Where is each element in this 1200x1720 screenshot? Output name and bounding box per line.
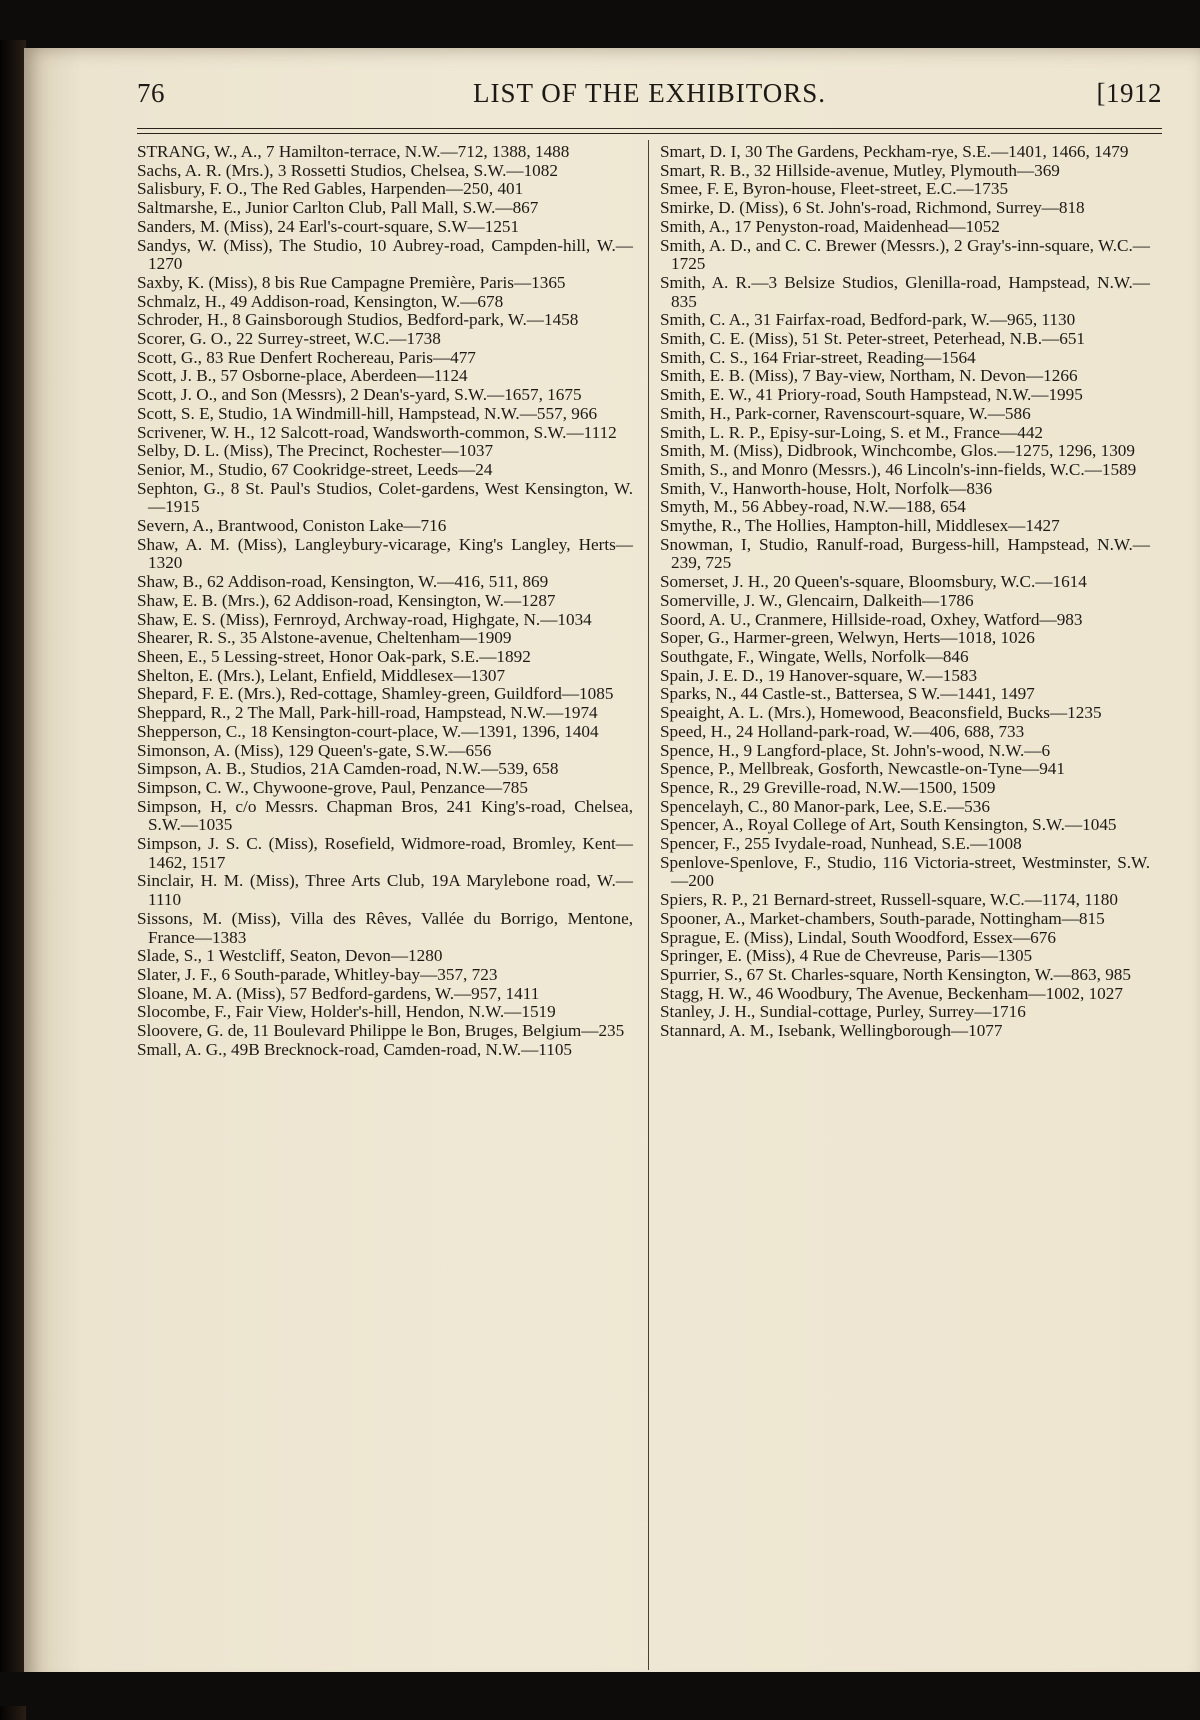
exhibitor-entry: Springer, E. (Miss), 4 Rue de Chevreuse, Paris—1305: [660, 946, 1033, 966]
exhibitor-entry: Spenlove-Spenlove, F., Studio, 116 Victoria-street, Westminster, S.W.—200: [660, 852, 1150, 891]
exhibitor-entry: Shaw, E. B. (Mrs.), 62 Addison-road, Kensington, W.—1287: [137, 590, 556, 610]
exhibitor-entry: Smith, V., Hanworth-house, Holt, Norfolk—836: [660, 478, 993, 498]
exhibitor-entry: Spiers, R. P., 21 Bernard-street, Russell-square, W.C.—1174, 1180: [660, 890, 1118, 910]
exhibitor-entry: Selby, D. L. (Miss), The Precinct, Rochester—1037: [137, 441, 494, 461]
exhibitor-entry: Snowman, I, Studio, Ranulf-road, Burgess-hill, Hampstead, N.W.—239, 725: [660, 534, 1150, 573]
exhibitor-entry: Smart, D. I, 30 The Gardens, Peckham-rye, S.E.—1401, 1466, 1479: [660, 142, 1129, 161]
exhibitor-entry: Sheppard, R., 2 The Mall, Park-hill-road, Hampstead, N.W.—1974: [137, 703, 598, 723]
page-title: LIST OF THE EXHIBITORS.: [472, 78, 827, 108]
exhibitor-entry: Sachs, A. R. (Mrs.), 3 Rossetti Studios, Chelsea, S.W.—1082: [137, 160, 558, 180]
book-binding-shadow: [0, 40, 26, 1720]
exhibitor-entry: Scrivener, W. H., 12 Salcott-road, Wandsworth-common, S.W.—1112: [137, 422, 617, 442]
exhibitor-entry: Shaw, B., 62 Addison-road, Kensington, W.—416, 511, 869: [137, 572, 549, 592]
exhibitor-entry: Smart, R. B., 32 Hillside-avenue, Mutley, Plymouth—369: [660, 160, 1060, 180]
exhibitor-entry: Shaw, A. M. (Miss), Langleybury-vicarage, King's Langley, Herts—1320: [137, 534, 633, 573]
exhibitor-entry: Scott, J. B., 57 Osborne-place, Aberdeen—1124: [137, 366, 468, 386]
exhibitor-entry: Scorer, G. O., 22 Surrey-street, W.C.—1738: [137, 329, 441, 349]
exhibitor-entry: Spain, J. E. D., 19 Hanover-square, W.—1583: [660, 665, 978, 685]
exhibitor-entry: Scott, S. E, Studio, 1A Windmill-hill, Hampstead, N.W.—557, 966: [137, 403, 598, 423]
exhibitor-entry: Sprague, E. (Miss), Lindal, South Woodford, Essex—676: [660, 927, 1056, 947]
exhibitor-entry: Soper, G., Harmer-green, Welwyn, Herts—1018, 1026: [660, 628, 1035, 648]
exhibitor-entry: Smith, E. B. (Miss), 7 Bay-view, Northam, N. Devon—1266: [660, 366, 1078, 386]
exhibitor-entry: Saxby, K. (Miss), 8 bis Rue Campagne Première, Paris—1365: [137, 272, 566, 292]
exhibitor-entry: Soord, A. U., Cranmere, Hillside-road, Oxhey, Watford—983: [660, 609, 1083, 629]
exhibitor-entry: Shepard, F. E. (Mrs.), Red-cottage, Shamley-green, Guildford—1085: [137, 684, 614, 704]
left-column: [137, 143, 633, 1059]
exhibitor-entry: Spencer, F., 255 Ivydale-road, Nunhead, S.E.—1008: [660, 834, 1022, 854]
exhibitor-entry: Simpson, H, c/o Messrs. Chapman Bros, 241 King's-road, Chelsea, S.W.—1035: [137, 796, 633, 835]
exhibitor-entry: Spooner, A., Market-chambers, South-parade, Nottingham—815: [660, 908, 1105, 928]
exhibitor-entry: Sinclair, H. M. (Miss), Three Arts Club, 19A Marylebone road, W.—1110: [137, 871, 633, 910]
exhibitor-entry: Smirke, D. (Miss), 6 St. John's-road, Richmond, Surrey—818: [660, 198, 1085, 218]
exhibitor-entry: Simonson, A. (Miss), 129 Queen's-gate, S.W.—656: [137, 740, 492, 760]
exhibitor-entry: Sloane, M. A. (Miss), 57 Bedford-gardens, W.—957, 1411: [137, 983, 540, 1003]
exhibitor-entry: Smith, H., Park-corner, Ravenscourt-square, W.—586: [660, 403, 1031, 423]
page-number: 76: [137, 78, 165, 108]
exhibitor-entry: Sparks, N., 44 Castle-st., Battersea, S W.—1441, 1497: [660, 684, 1035, 704]
header-double-rule: [137, 128, 1162, 134]
exhibitor-entry: Shaw, E. S. (Miss), Fernroyd, Archway-road, Highgate, N.—1034: [137, 609, 592, 629]
exhibitor-entry: Spencelayh, C., 80 Manor-park, Lee, S.E.—536: [660, 796, 990, 816]
exhibitor-entry: Simpson, C. W., Chywoone-grove, Paul, Penzance—785: [137, 777, 528, 797]
exhibitor-entry: Smith, A. R.—3 Belsize Studios, Glenilla-road, Hampstead, N.W.—835: [660, 272, 1150, 311]
exhibitor-entry: Smith, S., and Monro (Messrs.), 46 Lincoln's-inn-fields, W.C.—1589: [660, 459, 1137, 479]
exhibitor-entry: Sissons, M. (Miss), Villa des Rêves, Vallée du Borrigo, Mentone, France—1383: [137, 908, 633, 947]
exhibitor-entry: Scott, J. O., and Son (Messrs), 2 Dean's-yard, S.W.—1657, 1675: [137, 385, 582, 405]
exhibitor-entry: Shearer, R. S., 35 Alstone-avenue, Cheltenham—1909: [137, 628, 512, 648]
exhibitor-entry: Sloovere, G. de, 11 Boulevard Philippe le Bon, Bruges, Belgium—235: [137, 1021, 625, 1041]
exhibitor-entry: Senior, M., Studio, 67 Cookridge-street, Leeds—24: [137, 459, 493, 479]
exhibitor-entry: Sanders, M. (Miss), 24 Earl's-court-square, S.W—1251: [137, 216, 520, 236]
exhibitor-entry: Schmalz, H., 49 Addison-road, Kensington, W.—678: [137, 291, 504, 311]
exhibitor-entry: Slade, S., 1 Westcliff, Seaton, Devon—1280: [137, 946, 443, 966]
exhibitor-entry: Somerset, J. H., 20 Queen's-square, Bloomsbury, W.C.—1614: [660, 572, 1087, 592]
exhibitor-entry: Smith, C. S., 164 Friar-street, Reading—1564: [660, 347, 976, 367]
exhibitor-entry: Smee, F. E, Byron-house, Fleet-street, E.C.—1735: [660, 179, 1009, 199]
exhibitor-entry: Spurrier, S., 67 St. Charles-square, North Kensington, W.—863, 985: [660, 964, 1131, 984]
exhibitor-entry: Smyth, M., 56 Abbey-road, N.W.—188, 654: [660, 497, 966, 517]
exhibitor-entry: Smith, M. (Miss), Didbrook, Winchcombe, Glos.—1275, 1296, 1309: [660, 441, 1135, 461]
exhibitor-entry: Schroder, H., 8 Gainsborough Studios, Bedford-park, W.—1458: [137, 310, 579, 330]
exhibitor-entry: Spence, R., 29 Greville-road, N.W.—1500, 1509: [660, 777, 996, 797]
exhibitor-entry: Speaight, A. L. (Mrs.), Homewood, Beaconsfield, Bucks—1235: [660, 703, 1102, 723]
exhibitor-entry: Saltmarshe, E., Junior Carlton Club, Pall Mall, S.W.—867: [137, 198, 539, 218]
column-divider: [648, 140, 649, 1670]
exhibitor-entry: Spencer, A., Royal College of Art, South Kensington, S.W.—1045: [660, 815, 1117, 835]
exhibitor-entry: Small, A. G., 49B Brecknock-road, Camden-road, N.W.—1105: [137, 1039, 573, 1059]
exhibitor-entry: Stanley, J. H., Sundial-cottage, Purley, Surrey—1716: [660, 1002, 1026, 1022]
exhibitor-entry: Smith, E. W., 41 Priory-road, South Hampstead, N.W.—1995: [660, 385, 1083, 405]
exhibitor-entry: Somerville, J. W., Glencairn, Dalkeith—1786: [660, 590, 974, 610]
exhibitor-entry: Smith, C. E. (Miss), 51 St. Peter-street, Peterhead, N.B.—651: [660, 329, 1086, 349]
exhibitor-entry: Smith, A., 17 Penyston-road, Maidenhead—1052: [660, 216, 1000, 236]
page-header: [137, 78, 1162, 124]
exhibitor-entry: Stagg, H. W., 46 Woodbury, The Avenue, Beckenham—1002, 1027: [660, 983, 1123, 1003]
exhibitor-entry: Sandys, W. (Miss), The Studio, 10 Aubrey-road, Campden-hill, W.—1270: [137, 235, 633, 274]
exhibitor-entry: Smythe, R., The Hollies, Hampton-hill, Middlesex—1427: [660, 516, 1060, 536]
exhibitor-entry: Stannard, A. M., Isebank, Wellingborough—1077: [660, 1021, 1003, 1041]
exhibitor-entry: Sheen, E., 5 Lessing-street, Honor Oak-park, S.E.—1892: [137, 646, 531, 666]
exhibitor-entry: Southgate, F., Wingate, Wells, Norfolk—846: [660, 646, 969, 666]
exhibitor-entry: Sephton, G., 8 St. Paul's Studios, Colet-gardens, West Kensington, W.—1915: [137, 478, 633, 517]
exhibitor-entry: Severn, A., Brantwood, Coniston Lake—716: [137, 516, 447, 536]
exhibitor-entry: Simpson, A. B., Studios, 21A Camden-road, N.W.—539, 658: [137, 759, 559, 779]
exhibitor-entry: Slocombe, F., Fair View, Holder's-hill, Hendon, N.W.—1519: [137, 1002, 556, 1022]
exhibitor-entry: Scott, G., 83 Rue Denfert Rochereau, Paris—477: [137, 347, 476, 367]
exhibitor-entry: Smith, C. A., 31 Fairfax-road, Bedford-park, W.—965, 1130: [660, 310, 1076, 330]
exhibitor-entry: Speed, H., 24 Holland-park-road, W.—406, 688, 733: [660, 721, 1025, 741]
exhibitor-entry: Shepperson, C., 18 Kensington-court-place, W.—1391, 1396, 1404: [137, 721, 599, 741]
exhibitor-entry: Smith, A. D., and C. C. Brewer (Messrs.), 2 Gray's-inn-square, W.C.—1725: [660, 235, 1150, 274]
exhibitor-entry: Shelton, E. (Mrs.), Lelant, Enfield, Middlesex—1307: [137, 665, 506, 685]
right-column: [660, 143, 1150, 1041]
exhibitor-entry: Salisbury, F. O., The Red Gables, Harpenden—250, 401: [137, 179, 524, 199]
page-year: [1912: [1096, 78, 1162, 108]
bottom-shadow: [0, 1672, 1200, 1706]
exhibitor-entry: Simpson, J. S. C. (Miss), Rosefield, Widmore-road, Bromley, Kent—1462, 1517: [137, 834, 633, 872]
exhibitor-entry: Smith, L. R. P., Episy-sur-Loing, S. et M., France—442: [660, 422, 1044, 442]
exhibitor-entry: Spence, H., 9 Langford-place, St. John's-wood, N.W.—6: [660, 740, 1051, 760]
exhibitor-entry: STRANG, W., A., 7 Hamilton-terrace, N.W.—712, 1388, 1488: [137, 142, 570, 161]
exhibitor-entry: Slater, J. F., 6 South-parade, Whitley-bay—357, 723: [137, 964, 498, 984]
book-page: [24, 48, 1200, 1688]
exhibitor-entry: Spence, P., Mellbreak, Gosforth, Newcastle-on-Tyne—941: [660, 759, 1065, 779]
